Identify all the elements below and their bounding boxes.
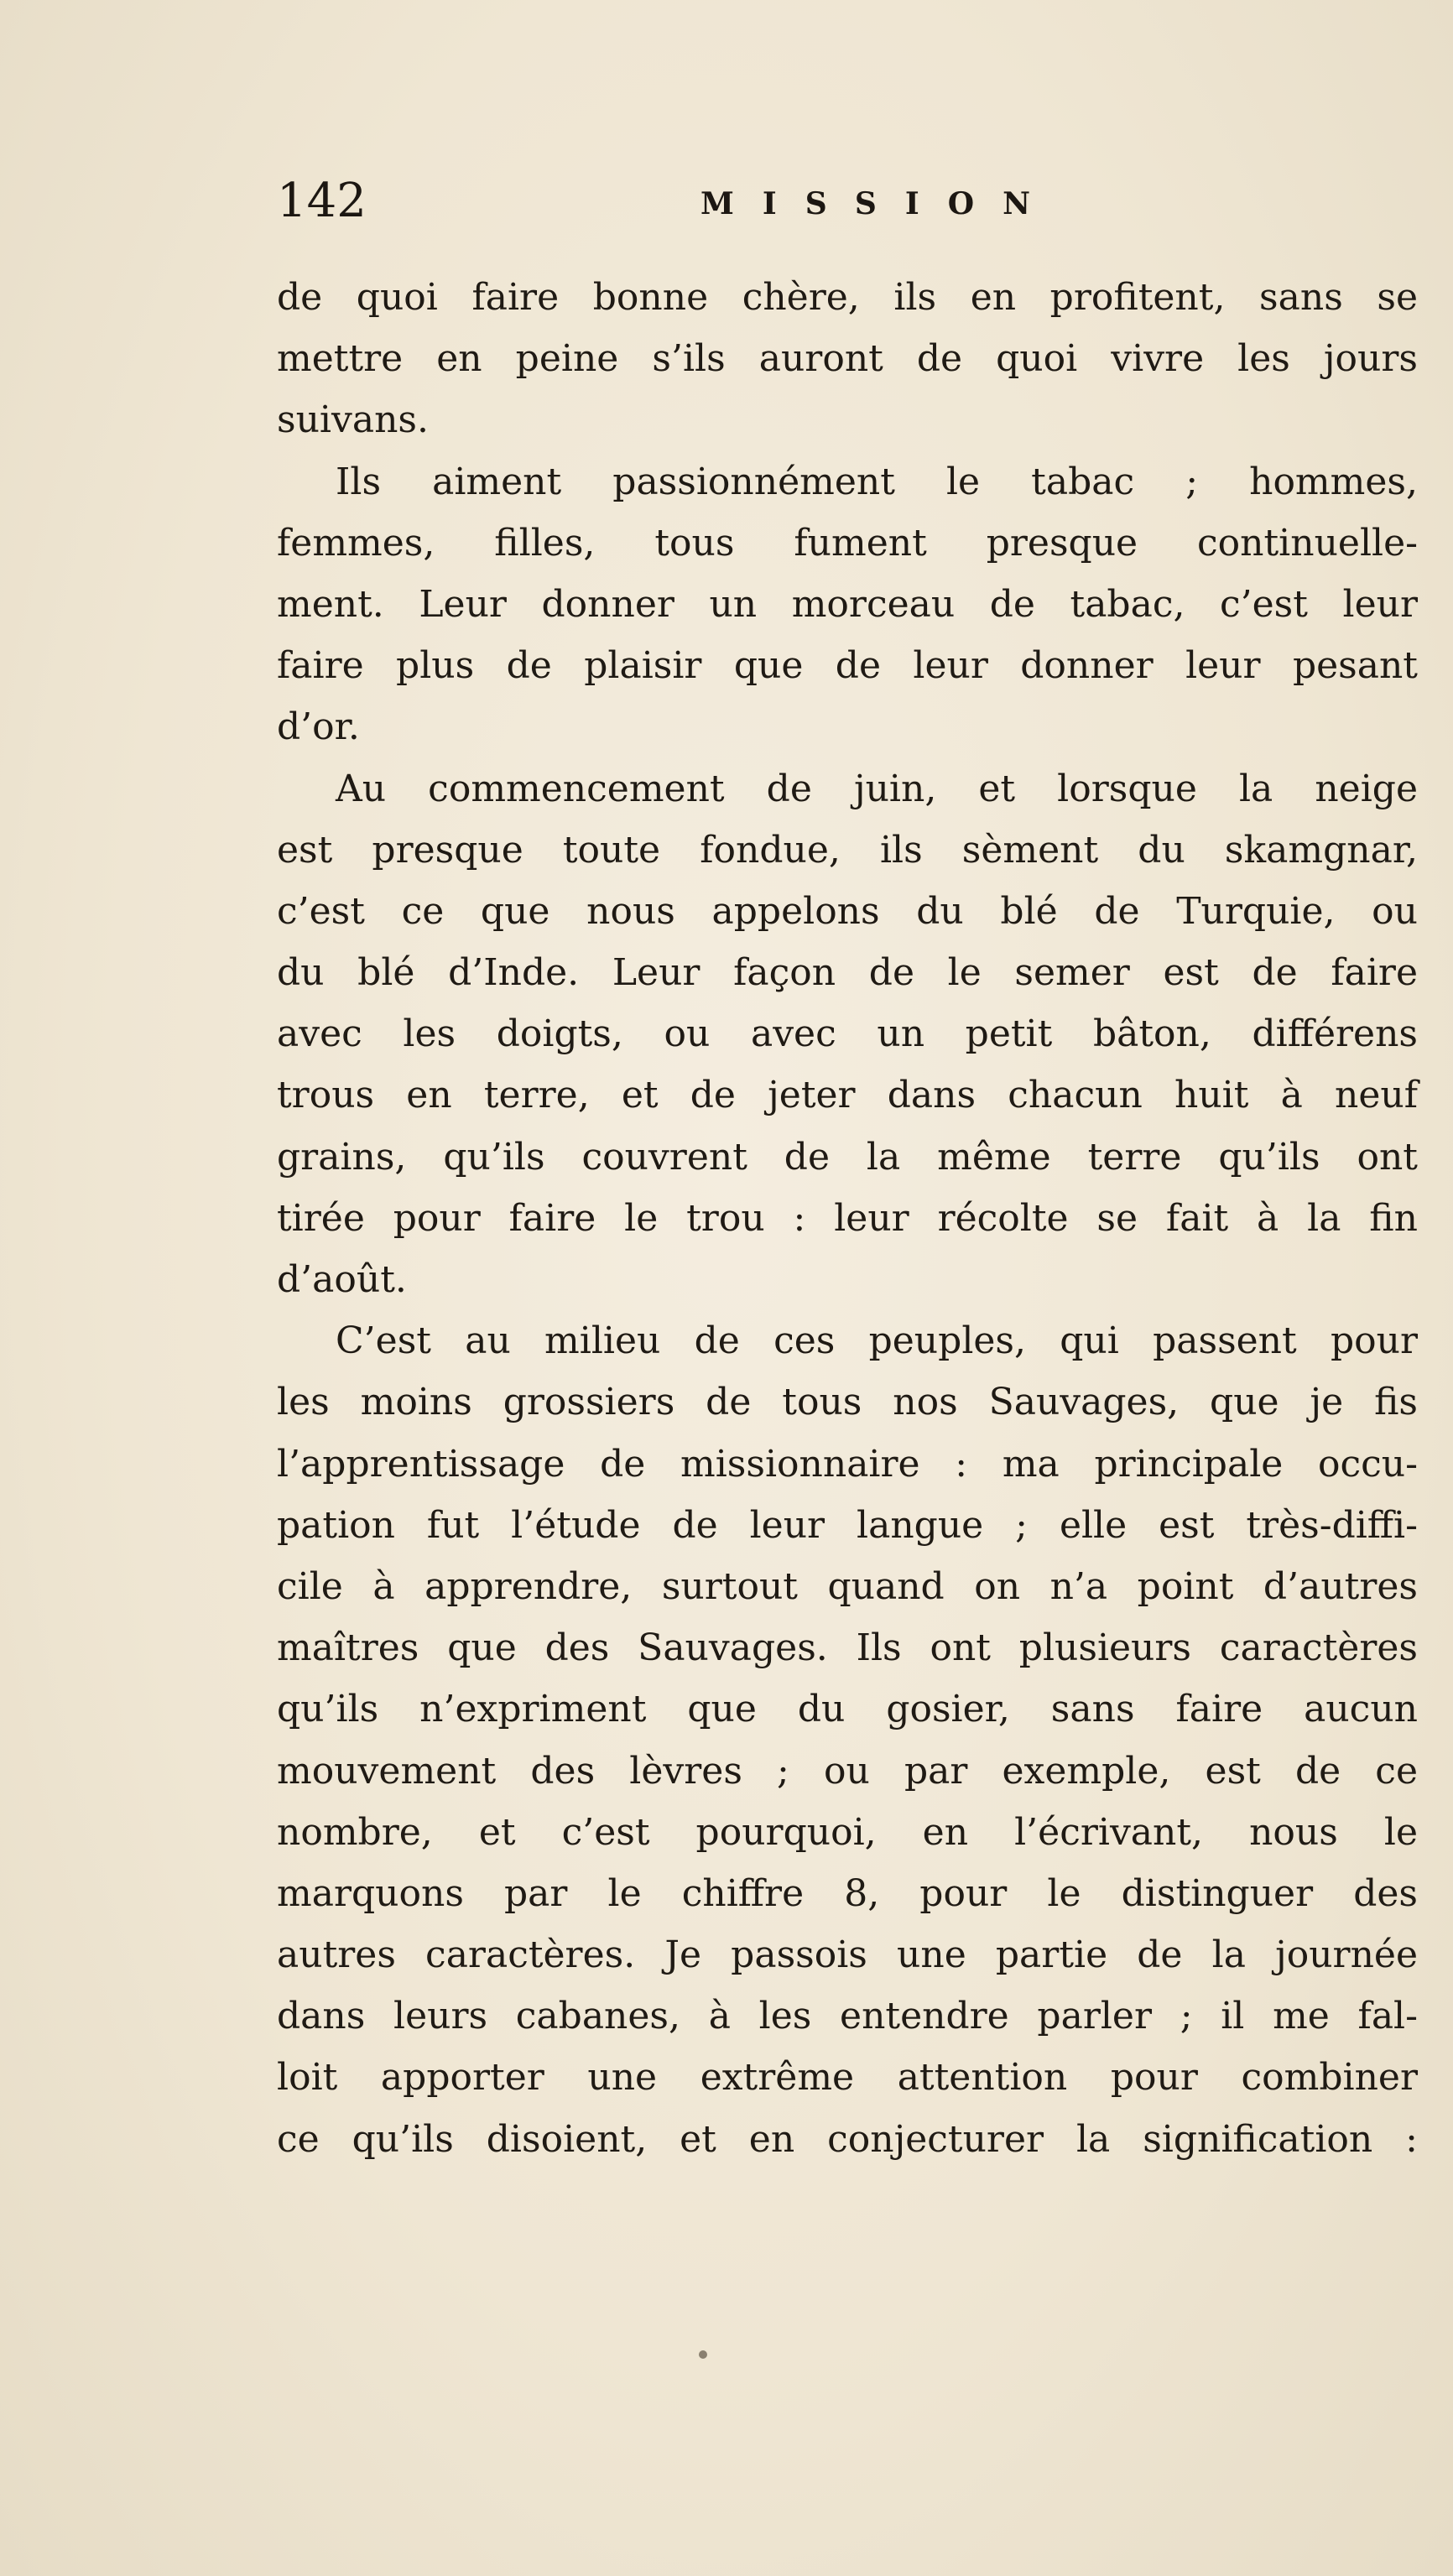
text-line: trous en terre, et de jeter dans chacun huit à neuf: [277, 1074, 1418, 1117]
text-line: Ils aiment passionnément le tabac ; hommes,: [336, 460, 1418, 503]
text-line: marquons par le chiffre 8, pour le distinguer des: [277, 1871, 1418, 1915]
text-line: mettre en peine s’ils auront de quoi vivre les jours: [277, 337, 1418, 381]
text-line: avec les doigts, ou avec un petit bâton, différens: [277, 1012, 1418, 1056]
text-line: grains, qu’ils couvrent de la même terre qu’ils ont: [277, 1135, 1418, 1179]
text-line: d’or.: [277, 705, 360, 749]
text-line: femmes, filles, tous fument presque continuelle-: [277, 521, 1418, 565]
body-text: [277, 267, 1418, 2170]
text-line: tirée pour faire le trou : leur récolte se fait à la fin: [277, 1196, 1418, 1240]
paragraph: [277, 758, 1418, 1311]
text-line: cile à apprendre, surtout quand on n’a point d’autres: [277, 1564, 1418, 1608]
ink-dot-mark: [699, 2350, 707, 2359]
text-line: maîtres que des Sauvages. Ils ont plusieurs caractères: [277, 1626, 1418, 1670]
text-line: c’est ce que nous appelons du blé de Turquie, ou: [277, 889, 1418, 933]
page-number: 142: [277, 174, 367, 228]
text-line: C’est au milieu de ces peuples, qui passent pour: [336, 1319, 1418, 1363]
page-header: [277, 168, 1418, 235]
text-line: autres caractères. Je passois une partie de la journée: [277, 1933, 1418, 1977]
paragraph: [277, 1310, 1418, 2170]
text-line: est presque toute fondue, ils sèment du skamgnar,: [277, 828, 1418, 872]
text-line: faire plus de plaisir que de leur donner leur pesant: [277, 644, 1418, 688]
text-line: nombre, et c’est pourquoi, en l’écrivant, nous le: [277, 1810, 1418, 1854]
text-line: Au commencement de juin, et lorsque la neige: [336, 767, 1418, 810]
paragraph: [277, 451, 1418, 758]
text-line: loit apporter une extrême attention pour combiner: [277, 2056, 1418, 2100]
text-line: l’apprentissage de missionnaire : ma principale occu-: [277, 1442, 1418, 1486]
text-line: suivans.: [277, 398, 429, 442]
text-line: les moins grossiers de tous nos Sauvages, que je fis: [277, 1381, 1418, 1424]
paragraph: [277, 267, 1418, 451]
text-line: dans leurs cabanes, à les entendre parler ; il me fal-: [277, 1995, 1418, 2038]
text-line: ment. Leur donner un morceau de tabac, c’est leur: [277, 582, 1418, 626]
text-line: d’août.: [277, 1258, 407, 1301]
text-line: qu’ils n’expriment que du gosier, sans faire aucun: [277, 1688, 1418, 1731]
running-title: MISSION: [700, 186, 1059, 221]
text-line: mouvement des lèvres ; ou par exemple, est de ce: [277, 1749, 1418, 1793]
text-line: du blé d’Inde. Leur façon de le semer est de faire: [277, 951, 1418, 995]
text-line: de quoi faire bonne chère, ils en profitent, sans se: [277, 276, 1418, 319]
text-line: ce qu’ils disoient, et en conjecturer la signification :: [277, 2117, 1418, 2161]
text-line: pation fut l’étude de leur langue ; elle est très-diffi-: [277, 1503, 1418, 1547]
